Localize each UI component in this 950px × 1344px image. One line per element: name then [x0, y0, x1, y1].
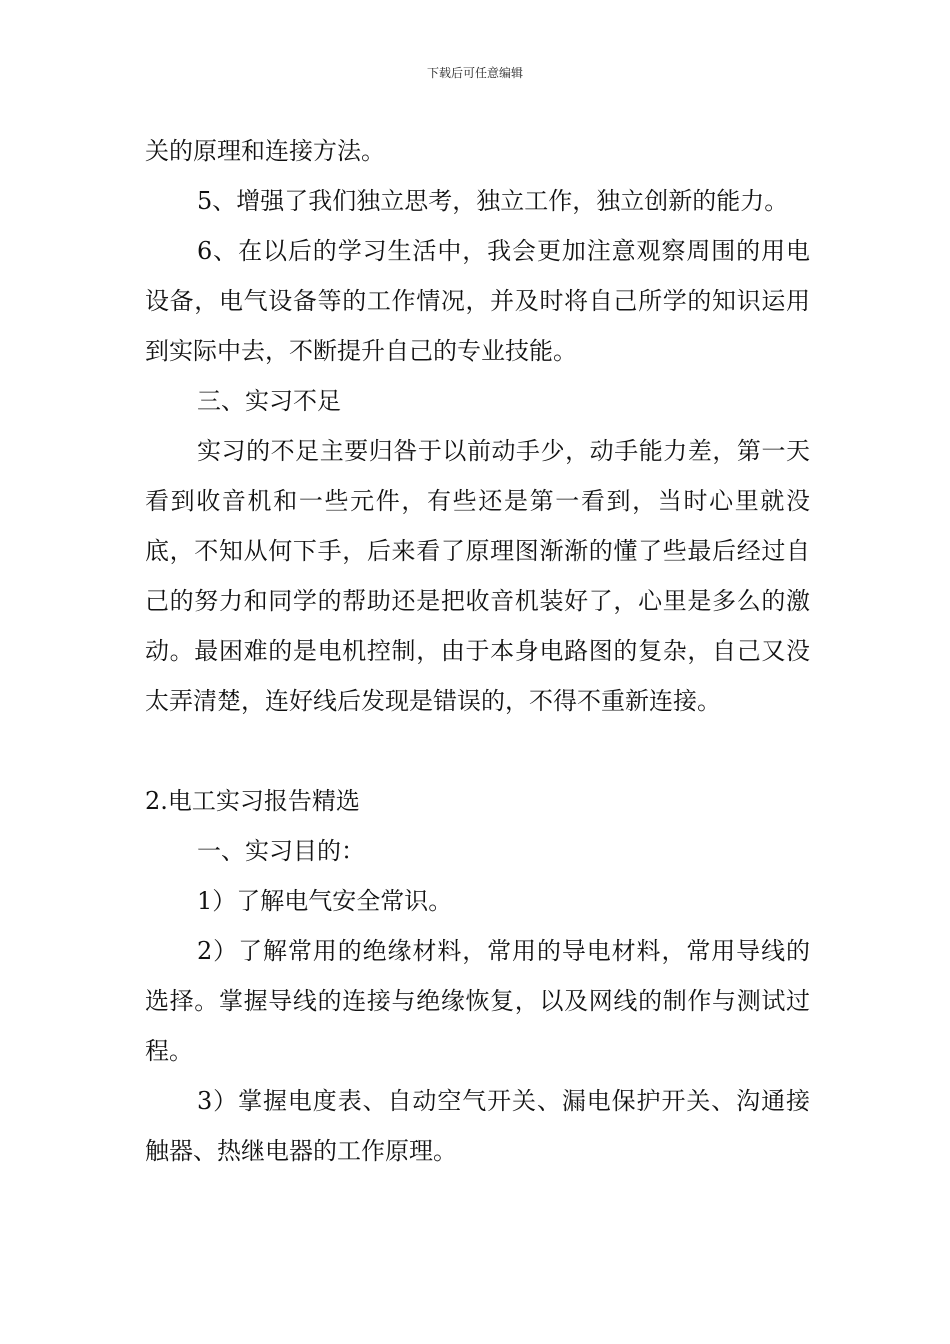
- page-header: 下载后可任意编辑: [426, 66, 523, 80]
- document-body: [145, 126, 810, 1176]
- purpose-item-1: 1）了解电气安全常识。: [197, 887, 453, 915]
- paragraph-gap: [145, 726, 810, 776]
- article-title: 2.电工实习报告精选: [145, 787, 360, 815]
- purpose-item-3: 3）掌握电度表、自动空气开关、漏电保护开关、沟通接触器、热继电器的工作原理。: [145, 1087, 810, 1165]
- section-heading-shortcomings: 三、实习不足: [197, 387, 341, 415]
- paragraph-shortcomings: 实习的不足主要归咎于以前动手少，动手能力差，第一天看到收音机和一些元件，有些还是第一看到，当时心里就没底，不知从何下手，后来看了原理图渐渐的懂了些最后经过自己的努力和同学的帮助还是把收音机装好了，心里是多么的激动。最困难的是电机控制，由于本身电路图的复杂，自己又没太弄清楚，连好线后发现是错误的，不得不重新连接。: [145, 437, 810, 715]
- paragraph-item-5: 5、增强了我们独立思考，独立工作，独立创新的能力。: [197, 187, 789, 215]
- paragraph-continuation: 关的原理和连接方法。: [145, 137, 385, 165]
- paragraph-item-6: 6、在以后的学习生活中，我会更加注意观察周围的用电设备，电气设备等的工作情况，并及时将自己所学的知识运用到实际中去，不断提升自己的专业技能。: [145, 237, 810, 365]
- section-heading-purpose: 一、实习目的：: [197, 837, 365, 865]
- purpose-item-2: 2）了解常用的绝缘材料，常用的导电材料，常用导线的选择。掌握导线的连接与绝缘恢复，以及网线的制作与测试过程。: [145, 937, 810, 1065]
